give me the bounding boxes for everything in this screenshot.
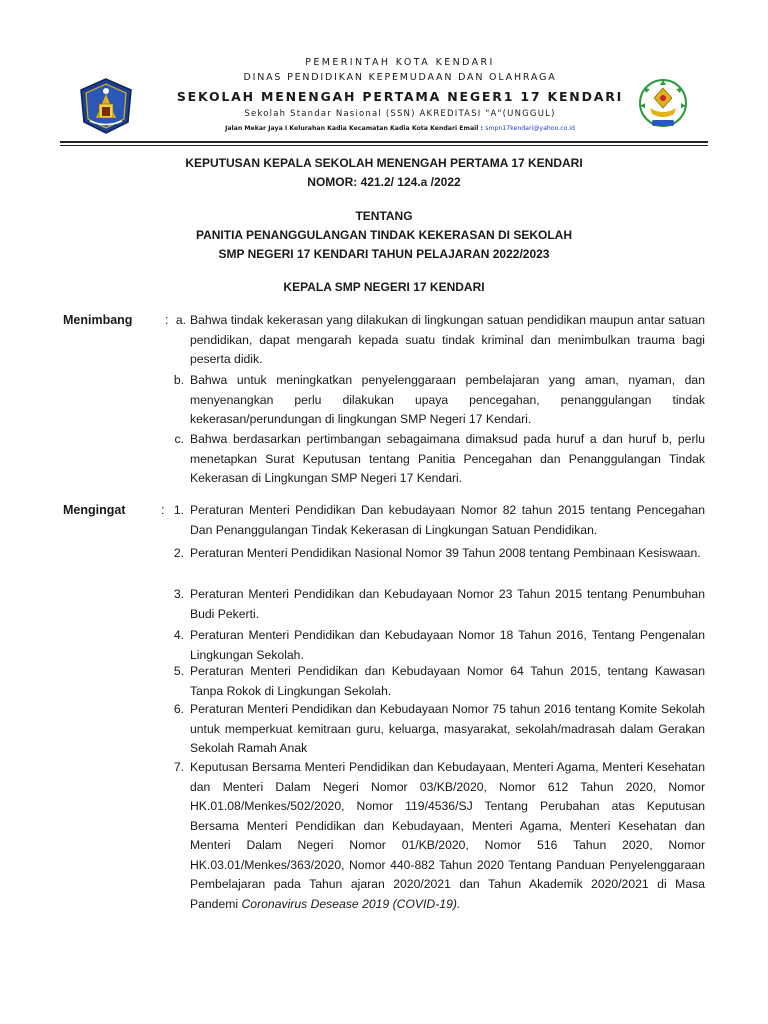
list-marker: 6.	[173, 702, 184, 716]
address-text: Jalan Mekar Jaya I Kelurahan Kadia Kecamatan Kadia Kota Kendari Email :	[225, 125, 486, 132]
menimbang-label: Menimbang	[63, 313, 133, 327]
about-heading: TENTANG	[355, 209, 413, 223]
letterhead-school-name: SEKOLAH MENENGAH PERTAMA NEGER1 17 KENDARI	[176, 89, 624, 104]
menimbang-item: Bahwa berdasarkan pertimbangan sebagaimana dimaksud pada huruf a dan huruf b, perlu menetapkan Surat Keputusan tentang Panitia Pencegahan dan Penanggulangan Tindak Kekerasan di Lingkungan SMP Negeri 17 Kendari.	[190, 432, 705, 485]
list-marker: 1.	[173, 503, 184, 517]
email-link[interactable]: smpn17kendari@yahoo.co.id	[485, 125, 575, 132]
mengingat-item-text: Keputusan Bersama Menteri Pendidikan dan Kebudayaan, Menteri Agama, Menteri Kesehatan dan Menteri Dalam Negeri Nomor 03/KB/2020, Nomor 612 Tahun 2020, Nomor HK.01.08/Menkes/502/2020, Nomor 119/4536/SJ Tentang Perubahan atas Keputusan Bersama Menteri Pendidikan dan Kebudayaan, Menteri Agama, Menteri Kesehatan dan Menteri Dalam Negeri Nomor 01/KB/2020, Nomor 516 Tahun 2020, Nomor HK.03.01/Menkes/363/2020, Nomor 440-882 Tahun 2020 Tentang Panduan Penyelenggaraan Pembelajaran pada Tahun ajaran 2020/2021 dan Tahun Akademik 2020/2021 di Masa Pandemi	[190, 760, 705, 911]
list-marker: c.	[174, 432, 184, 446]
list-marker: a.	[175, 313, 186, 327]
menimbang-item: Bahwa tindak kekerasan yang dilakukan di lingkungan satuan pendidikan maupun antar satuan pendidikan, dapat mengarah kepada suatu tindak kriminal dan menimbulkan trauma bagi peserta didik.	[190, 313, 705, 366]
decree-number: NOMOR: 421.2/ 124.a /2022	[307, 175, 461, 189]
menimbang-colon: :	[165, 313, 169, 327]
letterhead-address	[180, 125, 620, 132]
letterhead-divider-thin	[60, 145, 708, 146]
mengingat-colon: :	[161, 503, 165, 517]
list-marker: b.	[173, 373, 184, 387]
mengingat-item: Peraturan Menteri Pendidikan dan Kebudayaan Nomor 75 tahun 2016 tentang Komite Sekolah untuk memperkuat kemitraan guru, keluarga, masyarakat, sekolah/madrasah dalam Gerakan Sekolah Ramah Anak	[190, 702, 705, 755]
decree-subject: PANITIA PENANGGULANGAN TINDAK KEKERASAN DI SEKOLAH	[195, 228, 572, 242]
mengingat-item: Peraturan Menteri Pendidikan dan Kebudayaan Nomor 64 Tahun 2015, tentang Kawasan Tanpa Rokok di Lingkungan Sekolah.	[190, 664, 705, 698]
list-marker: 3.	[173, 587, 184, 601]
mengingat-item	[190, 758, 705, 914]
mengingat-item: Peraturan Menteri Pendidikan dan Kebudayaan Nomor 18 Tahun 2016, Tentang Pengenalan Lingkungan Sekolah.	[190, 628, 705, 662]
letterhead-accreditation: Sekolah Standar Nasional (SSN) AKREDITASI "A"(UNGGUL)	[244, 109, 556, 119]
mengingat-item: Peraturan Menteri Pendidikan dan Kebudayaan Nomor 23 Tahun 2015 tentang Penumbuhan Budi Pekerti.	[190, 587, 705, 621]
list-marker: 7.	[173, 760, 184, 774]
menimbang-item: Bahwa untuk meningkatkan penyelenggaraan pembelajaran yang aman, nyaman, dan menyenangkan perlu dilakukan upaya pencegahan, penanggulangan tindak kekerasan/perundungan di lingkungan SMP Negeri 17 Kendari.	[190, 373, 705, 426]
letterhead-government: PEMERINTAH KOTA KENDARI	[305, 57, 495, 68]
tut-wuri-handayani-emblem-icon	[638, 76, 688, 134]
decree-subject-school: SMP NEGERI 17 KENDARI TAHUN PELAJARAN 2022/2023	[218, 247, 550, 261]
list-marker: 2.	[173, 546, 184, 560]
letterhead-department: DINAS PENDIDIKAN KEPEMUDAAN DAN OLAHRAGA	[243, 72, 557, 83]
mengingat-label: Mengingat	[63, 503, 126, 517]
kota-kendari-emblem-icon	[78, 78, 134, 134]
covid-term: Coronavirus Desease 2019 (COVID-19).	[241, 896, 461, 911]
list-marker: 5.	[173, 664, 184, 678]
letterhead-divider	[60, 141, 708, 143]
list-marker: 4.	[173, 628, 184, 642]
signatory-heading: KEPALA SMP NEGERI 17 KENDARI	[283, 280, 485, 294]
mengingat-item: Peraturan Menteri Pendidikan Nasional Nomor 39 Tahun 2008 tentang Pembinaan Kesiswaan.	[190, 546, 701, 560]
decree-heading: KEPUTUSAN KEPALA SEKOLAH MENENGAH PERTAMA 17 KENDARI	[185, 156, 583, 170]
mengingat-item: Peraturan Menteri Pendidikan Dan kebudayaan Nomor 82 tahun 2015 tentang Pencegahan Dan Penanggulangan Tindak Kekerasan di Lingkungan Satuan Pendidikan.	[190, 503, 705, 537]
